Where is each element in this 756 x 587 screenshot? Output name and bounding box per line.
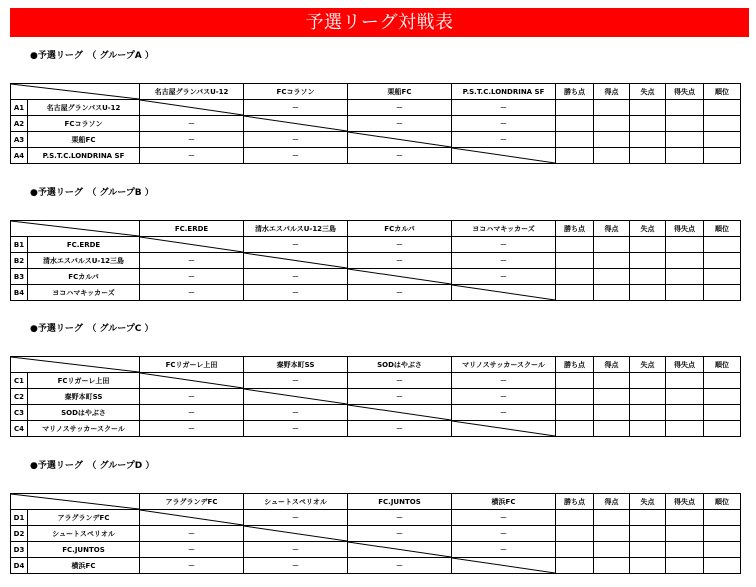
- stat-cell: [666, 132, 704, 148]
- match-cell: －: [452, 526, 556, 542]
- stat-header: 得点: [594, 494, 630, 510]
- stat-cell: [704, 253, 741, 269]
- page-title: 予選リーグ対戦表: [10, 8, 749, 37]
- self-match-cell: [244, 389, 348, 405]
- match-cell: －: [348, 148, 452, 164]
- match-cell: －: [140, 526, 244, 542]
- stat-cell: [594, 373, 630, 389]
- row-team-name: FC.JUNTOS: [28, 542, 140, 558]
- column-team-header: P.S.T.C.LONDRINA SF: [452, 84, 556, 100]
- corner-diagonal: [11, 357, 139, 372]
- row-team-name: ヨコハマキッカーズ: [28, 285, 140, 301]
- stat-cell: [594, 510, 630, 526]
- column-team-header: FC.JUNTOS: [348, 494, 452, 510]
- self-match-diagonal: [452, 558, 555, 573]
- column-team-header: 清水エスパルスU-12三島: [244, 221, 348, 237]
- self-match-diagonal: [140, 510, 243, 525]
- self-match-cell: [348, 542, 452, 558]
- column-team-header: 横浜FC: [452, 494, 556, 510]
- stat-cell: [556, 148, 594, 164]
- stat-cell: [556, 421, 594, 437]
- stat-cell: [666, 100, 704, 116]
- stat-cell: [704, 389, 741, 405]
- match-cell: －: [452, 269, 556, 285]
- row-team-name: シュートスペリオル: [28, 526, 140, 542]
- row-id: C4: [11, 421, 28, 437]
- team-row: [11, 373, 741, 389]
- row-id: B2: [11, 253, 28, 269]
- match-cell: －: [244, 373, 348, 389]
- stat-header: 失点: [630, 221, 666, 237]
- row-id: C2: [11, 389, 28, 405]
- match-cell: －: [244, 269, 348, 285]
- stat-header: 得点: [594, 357, 630, 373]
- self-match-cell: [452, 285, 556, 301]
- stat-cell: [594, 132, 630, 148]
- match-cell: －: [140, 148, 244, 164]
- stat-cell: [704, 285, 741, 301]
- stat-cell: [666, 253, 704, 269]
- stat-cell: [630, 253, 666, 269]
- column-team-header: アラグランデFC: [140, 494, 244, 510]
- stat-cell: [630, 421, 666, 437]
- team-row: [11, 100, 741, 116]
- stat-header: 順位: [704, 221, 741, 237]
- stat-cell: [666, 285, 704, 301]
- stat-cell: [704, 510, 741, 526]
- row-team-name: SODはやぶさ: [28, 405, 140, 421]
- match-cell: －: [452, 373, 556, 389]
- match-cell: －: [452, 100, 556, 116]
- stat-cell: [630, 389, 666, 405]
- self-match-diagonal: [140, 100, 243, 115]
- row-team-name: 秦野本町SS: [28, 389, 140, 405]
- row-id: A2: [11, 116, 28, 132]
- stat-cell: [704, 148, 741, 164]
- row-id: D3: [11, 542, 28, 558]
- corner-cell: [11, 84, 140, 100]
- stat-cell: [556, 237, 594, 253]
- column-team-header: FCコラソン: [244, 84, 348, 100]
- match-cell: －: [348, 558, 452, 574]
- match-cell: －: [140, 269, 244, 285]
- match-cell: －: [140, 405, 244, 421]
- stat-cell: [594, 253, 630, 269]
- header-row: [11, 357, 741, 373]
- row-team-name: 栗船FC: [28, 132, 140, 148]
- stat-cell: [556, 100, 594, 116]
- stat-cell: [704, 132, 741, 148]
- stat-cell: [630, 558, 666, 574]
- row-id: A3: [11, 132, 28, 148]
- row-team-name: P.S.T.C.LONDRINA SF: [28, 148, 140, 164]
- match-cell: －: [348, 116, 452, 132]
- row-id: C3: [11, 405, 28, 421]
- row-team-name: FCコラソン: [28, 116, 140, 132]
- stat-cell: [594, 285, 630, 301]
- match-cell: －: [140, 542, 244, 558]
- stat-cell: [630, 116, 666, 132]
- self-match-cell: [348, 405, 452, 421]
- stat-header: 勝ち点: [556, 357, 594, 373]
- row-team-name: 名古屋グランパスU-12: [28, 100, 140, 116]
- stat-cell: [630, 542, 666, 558]
- team-row: [11, 526, 741, 542]
- league-table: [10, 356, 741, 437]
- match-cell: －: [140, 116, 244, 132]
- self-match-diagonal: [452, 421, 555, 436]
- team-row: [11, 237, 741, 253]
- match-cell: －: [452, 237, 556, 253]
- team-row: [11, 558, 741, 574]
- match-cell: －: [348, 526, 452, 542]
- row-team-name: FC.ERDE: [28, 237, 140, 253]
- stat-cell: [556, 116, 594, 132]
- stat-header: 得点: [594, 84, 630, 100]
- match-cell: －: [140, 253, 244, 269]
- match-cell: －: [244, 510, 348, 526]
- stat-cell: [556, 389, 594, 405]
- stat-cell: [704, 542, 741, 558]
- team-row: [11, 116, 741, 132]
- stat-cell: [594, 389, 630, 405]
- self-match-cell: [244, 253, 348, 269]
- stat-cell: [704, 100, 741, 116]
- match-cell: －: [348, 100, 452, 116]
- match-cell: －: [452, 132, 556, 148]
- self-match-cell: [452, 558, 556, 574]
- stat-cell: [556, 132, 594, 148]
- match-cell: －: [140, 132, 244, 148]
- self-match-cell: [140, 510, 244, 526]
- match-cell: －: [348, 285, 452, 301]
- row-id: B4: [11, 285, 28, 301]
- column-team-header: FCカルパ: [348, 221, 452, 237]
- team-row: [11, 285, 741, 301]
- stat-cell: [594, 116, 630, 132]
- league-table: [10, 220, 741, 301]
- stat-cell: [556, 405, 594, 421]
- row-id: D1: [11, 510, 28, 526]
- match-cell: －: [244, 405, 348, 421]
- match-cell: －: [140, 389, 244, 405]
- team-row: [11, 405, 741, 421]
- stat-header: 失点: [630, 357, 666, 373]
- stat-cell: [556, 542, 594, 558]
- stat-cell: [630, 285, 666, 301]
- stat-header: 勝ち点: [556, 221, 594, 237]
- stat-cell: [630, 373, 666, 389]
- team-row: [11, 542, 741, 558]
- column-team-header: FCリガーレ上田: [140, 357, 244, 373]
- match-cell: －: [348, 389, 452, 405]
- stat-cell: [630, 405, 666, 421]
- self-match-diagonal: [244, 526, 347, 541]
- stat-cell: [594, 558, 630, 574]
- stat-cell: [704, 526, 741, 542]
- stat-cell: [666, 421, 704, 437]
- stat-cell: [594, 405, 630, 421]
- stat-header: 得失点: [666, 357, 704, 373]
- row-id: D2: [11, 526, 28, 542]
- stat-cell: [594, 542, 630, 558]
- team-row: [11, 389, 741, 405]
- stat-cell: [666, 116, 704, 132]
- match-cell: －: [244, 132, 348, 148]
- match-cell: －: [244, 421, 348, 437]
- stat-cell: [704, 558, 741, 574]
- stat-cell: [666, 148, 704, 164]
- column-team-header: シュートスペリオル: [244, 494, 348, 510]
- stat-header: 得点: [594, 221, 630, 237]
- stat-cell: [594, 100, 630, 116]
- stat-header: 得失点: [666, 84, 704, 100]
- league-table: [10, 493, 741, 574]
- row-id: D4: [11, 558, 28, 574]
- group-title: ●予選リーグ （ グループC ）: [30, 324, 154, 334]
- self-match-cell: [244, 526, 348, 542]
- match-cell: －: [244, 542, 348, 558]
- row-team-name: FCリガーレ上田: [28, 373, 140, 389]
- column-team-header: FC.ERDE: [140, 221, 244, 237]
- stat-header: 勝ち点: [556, 84, 594, 100]
- stat-cell: [630, 269, 666, 285]
- self-match-cell: [140, 373, 244, 389]
- column-team-header: マリノスサッカースクール: [452, 357, 556, 373]
- stat-cell: [666, 405, 704, 421]
- self-match-cell: [452, 421, 556, 437]
- stat-cell: [666, 373, 704, 389]
- self-match-diagonal: [452, 148, 555, 163]
- corner-diagonal: [11, 221, 139, 236]
- row-id: C1: [11, 373, 28, 389]
- stat-cell: [594, 148, 630, 164]
- match-cell: －: [348, 237, 452, 253]
- stat-cell: [630, 148, 666, 164]
- header-row: [11, 221, 741, 237]
- match-cell: －: [348, 253, 452, 269]
- self-match-diagonal: [140, 237, 243, 252]
- column-team-header: 名古屋グランパスU-12: [140, 84, 244, 100]
- self-match-cell: [348, 269, 452, 285]
- row-team-name: マリノスサッカースクール: [28, 421, 140, 437]
- team-row: [11, 148, 741, 164]
- stat-cell: [556, 253, 594, 269]
- stat-cell: [630, 132, 666, 148]
- stat-cell: [594, 421, 630, 437]
- stat-cell: [704, 116, 741, 132]
- corner-diagonal: [11, 84, 139, 99]
- team-row: [11, 510, 741, 526]
- match-cell: －: [452, 405, 556, 421]
- self-match-cell: [140, 237, 244, 253]
- stat-cell: [666, 269, 704, 285]
- stat-cell: [594, 526, 630, 542]
- stat-cell: [556, 269, 594, 285]
- corner-diagonal: [11, 494, 139, 509]
- column-team-header: 秦野本町SS: [244, 357, 348, 373]
- self-match-diagonal: [348, 405, 451, 420]
- stat-cell: [666, 542, 704, 558]
- stat-header: 得失点: [666, 221, 704, 237]
- stat-cell: [630, 526, 666, 542]
- row-team-name: 横浜FC: [28, 558, 140, 574]
- stat-header: 得失点: [666, 494, 704, 510]
- stat-cell: [666, 510, 704, 526]
- stat-cell: [666, 558, 704, 574]
- row-team-name: 清水エスパルスU-12三島: [28, 253, 140, 269]
- match-cell: －: [140, 421, 244, 437]
- team-row: [11, 253, 741, 269]
- match-cell: －: [452, 542, 556, 558]
- stat-cell: [704, 373, 741, 389]
- stat-cell: [704, 405, 741, 421]
- team-row: [11, 421, 741, 437]
- header-row: [11, 84, 741, 100]
- self-match-diagonal: [244, 389, 347, 404]
- self-match-cell: [244, 116, 348, 132]
- stat-cell: [556, 373, 594, 389]
- league-table: [10, 83, 741, 164]
- stat-header: 順位: [704, 84, 741, 100]
- row-team-name: アラグランデFC: [28, 510, 140, 526]
- stat-cell: [556, 526, 594, 542]
- row-id: A1: [11, 100, 28, 116]
- stat-cell: [630, 510, 666, 526]
- self-match-diagonal: [140, 373, 243, 388]
- match-cell: －: [244, 100, 348, 116]
- row-team-name: FCカルパ: [28, 269, 140, 285]
- self-match-cell: [140, 100, 244, 116]
- row-id: B1: [11, 237, 28, 253]
- group-title: ●予選リーグ （ グループB ）: [30, 188, 154, 198]
- stat-cell: [594, 269, 630, 285]
- stat-cell: [704, 421, 741, 437]
- self-match-diagonal: [452, 285, 555, 300]
- row-id: A4: [11, 148, 28, 164]
- stat-cell: [630, 100, 666, 116]
- match-cell: －: [452, 253, 556, 269]
- stat-header: 失点: [630, 84, 666, 100]
- header-row: [11, 494, 741, 510]
- stat-cell: [630, 237, 666, 253]
- match-cell: －: [348, 421, 452, 437]
- stat-cell: [704, 269, 741, 285]
- stat-cell: [666, 526, 704, 542]
- stat-cell: [666, 237, 704, 253]
- self-match-cell: [348, 132, 452, 148]
- team-row: [11, 269, 741, 285]
- column-team-header: ヨコハマキッカーズ: [452, 221, 556, 237]
- match-cell: －: [348, 373, 452, 389]
- match-cell: －: [452, 389, 556, 405]
- self-match-diagonal: [244, 116, 347, 131]
- column-team-header: SODはやぶさ: [348, 357, 452, 373]
- corner-cell: [11, 494, 140, 510]
- stat-header: 順位: [704, 357, 741, 373]
- team-row: [11, 132, 741, 148]
- match-cell: －: [244, 285, 348, 301]
- match-cell: －: [244, 148, 348, 164]
- corner-cell: [11, 357, 140, 373]
- stat-cell: [556, 285, 594, 301]
- stat-header: 失点: [630, 494, 666, 510]
- stat-cell: [704, 237, 741, 253]
- self-match-diagonal: [348, 542, 451, 557]
- stat-cell: [556, 510, 594, 526]
- self-match-diagonal: [348, 269, 451, 284]
- corner-cell: [11, 221, 140, 237]
- stat-header: 順位: [704, 494, 741, 510]
- column-team-header: 栗船FC: [348, 84, 452, 100]
- self-match-diagonal: [244, 253, 347, 268]
- self-match-cell: [452, 148, 556, 164]
- group-title: ●予選リーグ （ グループD ）: [30, 461, 155, 471]
- match-cell: －: [140, 285, 244, 301]
- self-match-diagonal: [348, 132, 451, 147]
- match-cell: －: [452, 116, 556, 132]
- stat-cell: [594, 237, 630, 253]
- match-cell: －: [452, 510, 556, 526]
- stat-cell: [666, 389, 704, 405]
- match-cell: －: [140, 558, 244, 574]
- match-cell: －: [244, 237, 348, 253]
- match-cell: －: [348, 510, 452, 526]
- stat-cell: [556, 558, 594, 574]
- group-title: ●予選リーグ （ グループA ）: [30, 51, 154, 61]
- match-cell: －: [244, 558, 348, 574]
- stat-header: 勝ち点: [556, 494, 594, 510]
- row-id: B3: [11, 269, 28, 285]
